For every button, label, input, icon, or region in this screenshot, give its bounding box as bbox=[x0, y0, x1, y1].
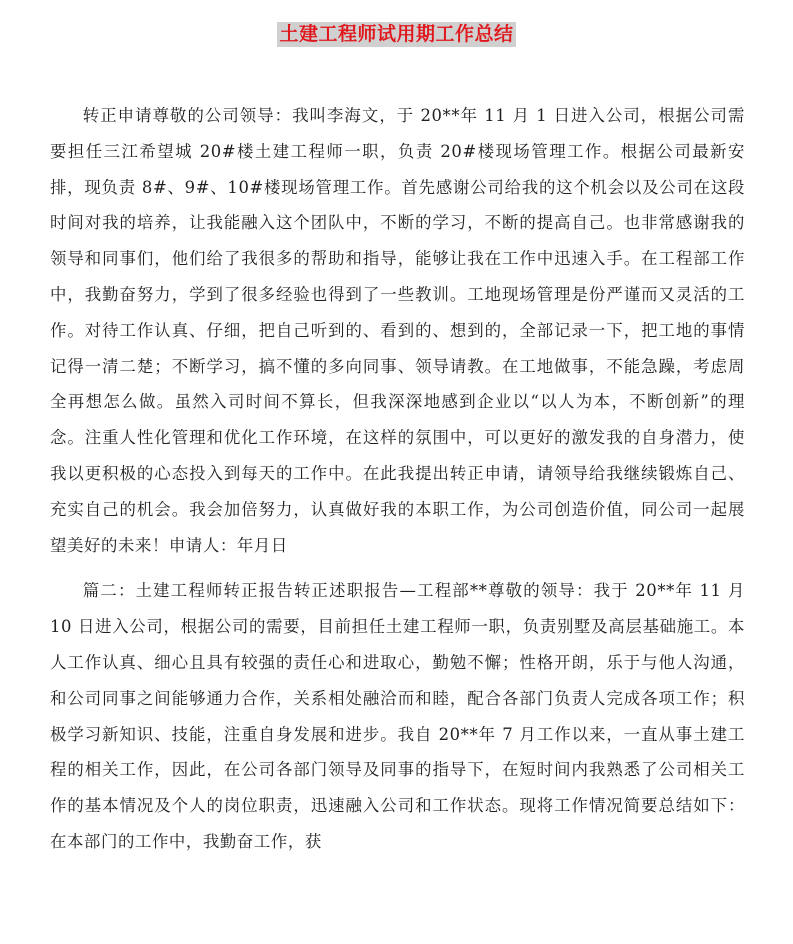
paragraph-application: 转正申请尊敬的公司领导：我叫李海文，于 20**年 11 月 1 日进入公司，根据公司需要担任三江希望城 20#楼土建工程师一职，负责 20#楼现场管理工作。根据公司最新安排，现负责 8#、9#、10#楼现场管理工作。首先感谢公司给我的这个机会以及公司在这段时间对我的培养，让我能融入这个团队中，不断的学习，不断的提高自己。也非常感谢我的领导和同事们，他们给了我很多的帮助和指导，能够让我在工作中迅速入手。在工程部工作中，我勤奋努力，学到了很多经验也得到了一些教训。工地现场管理是份严谨而又灵活的工作。对待工作认真、仔细，把自己听到的、看到的、想到的，全部记录一下，把工地的事情记得一清二楚；不断学习，搞不懂的多向同事、领导请教。在工地做事，不能急躁，考虑周全再想怎么做。虽然入司时间不算长，但我深深地感到企业以“以人为本，不断创新”的理念。注重人性化管理和优化工作环境，在这样的氛围中，可以更好的激发我的自身潜力，使我以更积极的心态投入到每天的工作中。在此我提出转正申请，请领导给我继续锻炼自己、充实自己的机会。我会加倍努力，认真做好我的本职工作，为公司创造价值，同公司一起展望美好的未来！申请人：年月日 bbox=[50, 106, 745, 555]
document-title: 土建工程师试用期工作总结 bbox=[279, 23, 514, 45]
document-body bbox=[50, 98, 745, 860]
paragraph-part-two: 篇二：土建工程师转正报告转正述职报告—工程部**尊敬的领导：我于 20**年 11 月 10 日进入公司，根据公司的需要，目前担任土建工程师一职，负责别墅及高层基础施工。本人工作认真、细心且具有较强的责任心和进取心，勤勉不懈；性格开朗，乐于与他人沟通，和公司同事之间能够通力合作，关系相处融洽而和睦，配合各部门负责人完成各项工作；积极学习新知识、技能，注重自身发展和进步。我自 20**年 7 月工作以来，一直从事土建工程的相关工作，因此，在公司各部门领导及同事的指导下，在短时间内我熟悉了公司相关工作的基本情况及个人的岗位职责，迅速融入公司和工作状态。现将工作情况简要总结如下：在本部门的工作中，我勤奋工作，获 bbox=[50, 581, 745, 851]
title-container bbox=[0, 22, 793, 47]
